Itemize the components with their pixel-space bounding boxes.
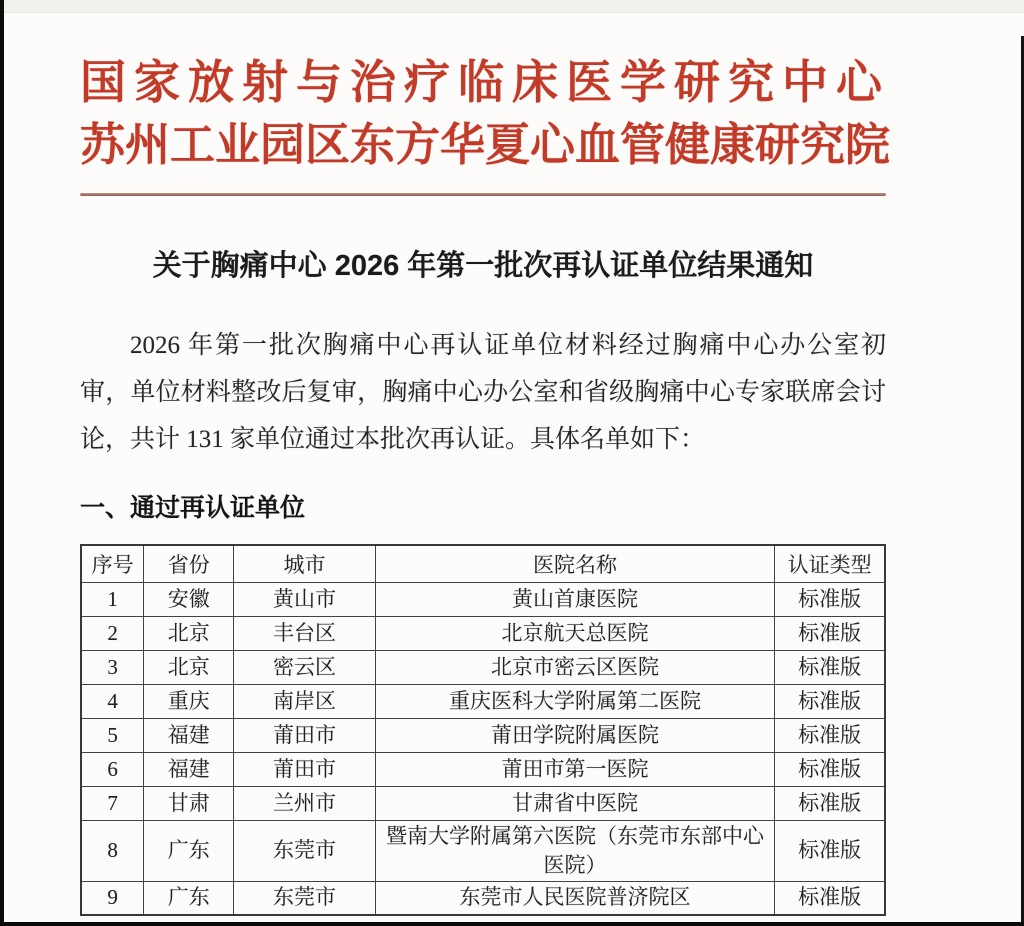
table-row (81, 786, 885, 820)
cert-type-cell: 标准版 (775, 684, 885, 718)
cert-type-cell: 标准版 (775, 881, 885, 915)
city-cell: 莆田市 (234, 752, 376, 786)
hospital-name-cell: 东莞市人民医院普济院区 (375, 881, 775, 915)
table-row (81, 616, 885, 650)
hospital-name-cell: 甘肃省中医院 (375, 786, 775, 820)
hospital-name-cell: 黄山首康医院 (375, 582, 775, 616)
table-row (81, 752, 885, 786)
province-cell: 广东 (144, 820, 234, 881)
cert-type-cell: 标准版 (775, 786, 885, 820)
city-cell: 黄山市 (234, 582, 376, 616)
province-cell: 福建 (144, 718, 234, 752)
province-cell: 甘肃 (144, 786, 234, 820)
province-cell: 北京 (144, 616, 234, 650)
table-row (81, 820, 885, 881)
cert-type-cell: 标准版 (775, 582, 885, 616)
city-cell: 东莞市 (234, 881, 376, 915)
table-row (81, 881, 885, 915)
row-number-cell: 6 (81, 752, 144, 786)
province-cell: 重庆 (144, 684, 234, 718)
letterhead (80, 52, 891, 176)
row-number-cell: 1 (81, 582, 144, 616)
row-number-cell: 5 (81, 718, 144, 752)
row-number-cell: 7 (81, 786, 144, 820)
hospital-name-cell: 北京市密云区医院 (375, 650, 775, 684)
row-number-cell: 8 (81, 820, 144, 881)
hospital-name-cell: 莆田学院附属医院 (375, 718, 775, 752)
section-heading: 一、通过再认证单位 (80, 494, 306, 522)
page-title: 关于胸痛中心 2026 年第一批次再认证单位结果通知 (152, 250, 814, 282)
letterhead-line1: 国家放射与治疗临床医学研究中心 (80, 57, 890, 108)
column-header-province: 省份 (144, 545, 234, 582)
cert-type-cell: 标准版 (775, 820, 885, 881)
body-paragraph: 2026 年第一批次胸痛中心再认证单位材料经过胸痛中心办公室初审，单位材料整改后复审，胸痛中心办公室和省级胸痛中心专家联席会讨论，共计 131 家单位通过本批次再认证。具体名单如下： (80, 332, 886, 453)
table-row (81, 718, 885, 752)
province-cell: 广东 (144, 881, 234, 915)
province-cell: 安徽 (144, 582, 234, 616)
province-cell: 北京 (144, 650, 234, 684)
table-body (81, 582, 885, 915)
province-cell: 福建 (144, 752, 234, 786)
city-cell: 密云区 (234, 650, 376, 684)
row-number-cell: 3 (81, 650, 144, 684)
letterhead-line2: 苏州工业园区东方华夏心血管健康研究院 (80, 120, 891, 170)
city-cell: 丰台区 (234, 616, 376, 650)
row-number-cell: 2 (81, 616, 144, 650)
row-number-cell: 9 (81, 881, 144, 915)
hospital-name-cell: 莆田市第一医院 (375, 752, 775, 786)
scan-edge-bottom (0, 922, 1024, 926)
recertified-units-table (80, 544, 886, 916)
column-header-index: 序号 (81, 545, 144, 582)
table-header (81, 545, 885, 582)
city-cell: 东莞市 (234, 820, 376, 881)
city-cell: 兰州市 (234, 786, 376, 820)
city-cell: 南岸区 (234, 684, 376, 718)
hospital-name-cell: 暨南大学附属第六医院（东莞市东部中心医院） (375, 820, 775, 881)
document-page (80, 0, 891, 916)
table-row (81, 650, 885, 684)
cert-type-cell: 标准版 (775, 718, 885, 752)
table-row (81, 582, 885, 616)
column-header-hospital: 医院名称 (375, 545, 775, 582)
table-header-row (81, 545, 885, 582)
hospital-name-cell: 北京航天总医院 (375, 616, 775, 650)
cert-type-cell: 标准版 (775, 650, 885, 684)
scan-edge-left (0, 0, 4, 926)
cert-type-cell: 标准版 (775, 616, 885, 650)
row-number-cell: 4 (81, 684, 144, 718)
cert-type-cell: 标准版 (775, 752, 885, 786)
hospital-name-cell: 重庆医科大学附属第二医院 (375, 684, 775, 718)
table-row (81, 684, 885, 718)
column-header-cert-type: 认证类型 (775, 545, 885, 582)
column-header-city: 城市 (234, 545, 376, 582)
letterhead-divider-rule (80, 193, 886, 196)
city-cell: 莆田市 (234, 718, 376, 752)
